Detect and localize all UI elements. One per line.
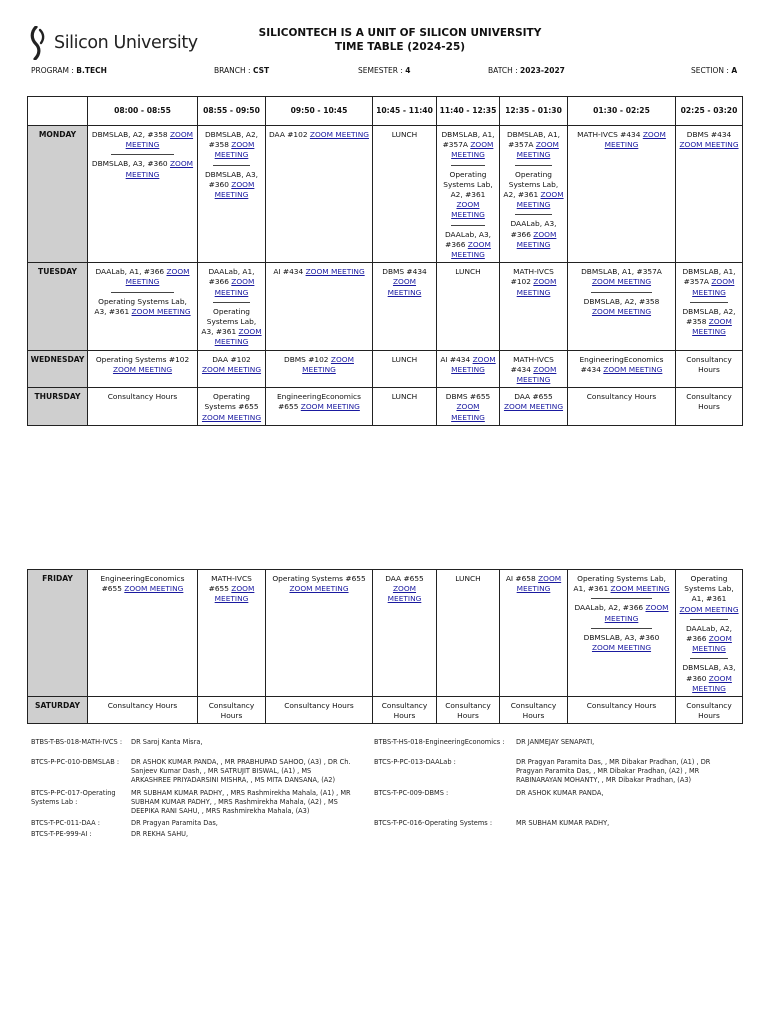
schedule-cell (373, 350, 437, 388)
entry-divider (213, 165, 251, 166)
entry-divider (451, 225, 486, 226)
class-label: LUNCH (391, 130, 418, 139)
class-entry (268, 267, 370, 277)
title-line-2: TIME TABLE (2024-25) (334, 40, 466, 53)
class-label: Operating Systems Lab, A3, #361 (94, 296, 187, 316)
entry-divider (690, 302, 727, 303)
day-label: TUESDAY (28, 263, 88, 350)
schedule-cell (88, 388, 198, 426)
class-label: Consultancy Hours (586, 701, 657, 711)
class-label: AI #658 (505, 574, 536, 583)
course-code: BTCS-P-PC-013-DAALab : (374, 758, 456, 766)
faculty-item (374, 819, 736, 828)
class-entry (200, 701, 263, 721)
class-label: Operating Systems Lab, A2, #361 (503, 169, 559, 200)
zoom-meeting-link[interactable]: ZOOM MEETING (604, 130, 666, 150)
class-label: Operating Systems #655 (204, 392, 259, 412)
faculty-names: DR JANMEJAY SENAPATI, (516, 738, 595, 746)
logo-text: Silicon University (54, 33, 198, 53)
class-entry (439, 392, 497, 423)
class-entry (502, 130, 565, 161)
class-label: MATH-IVCS #655 (208, 574, 252, 594)
program-info: PROGRAM : B.TECH (31, 66, 107, 75)
zoom-meeting-link[interactable]: ZOOM MEETING (451, 402, 485, 422)
zoom-meeting-link[interactable]: ZOOM MEETING (300, 402, 360, 412)
zoom-meeting-link[interactable]: ZOOM MEETING (516, 229, 557, 249)
class-entry (268, 355, 370, 375)
class-entry (439, 170, 497, 221)
semester-info: SEMESTER : 4 (358, 66, 411, 75)
zoom-meeting-link[interactable]: ZOOM MEETING (131, 306, 191, 316)
time-slot-header: 02:25 - 03:20 (676, 97, 743, 126)
entry-divider (515, 165, 553, 166)
class-label: DAA #102 (269, 130, 308, 139)
entry-divider (690, 619, 727, 620)
class-label: DBMSLAB, A2, #358 (682, 306, 736, 327)
schedule-cell (198, 388, 266, 426)
class-label: Consultancy Hours (284, 701, 354, 711)
day-label: THURSDAY (28, 388, 88, 426)
zoom-meeting-link[interactable]: ZOOM MEETING (112, 364, 173, 374)
class-entry (678, 574, 740, 615)
class-label: Consultancy Hours (107, 392, 178, 402)
time-slot-header: 08:55 - 09:50 (198, 97, 266, 126)
class-entry (439, 267, 497, 277)
day-label: MONDAY (28, 126, 88, 263)
class-label: DBMSLAB, A2, #358 (583, 296, 660, 306)
time-slot-header: 01:30 - 02:25 (568, 97, 676, 126)
zoom-meeting-link[interactable]: ZOOM MEETING (679, 140, 739, 150)
zoom-meeting-link[interactable]: ZOOM MEETING (591, 643, 652, 653)
class-entry (570, 267, 673, 287)
schedule-cell (500, 126, 568, 263)
class-entry (375, 574, 434, 605)
zoom-meeting-link[interactable]: ZOOM MEETING (289, 584, 349, 594)
class-entry (375, 355, 434, 365)
class-entry (200, 307, 263, 348)
class-label: DBMS #102 (284, 354, 329, 364)
schedule-cell (88, 263, 198, 350)
faculty-names: DR Pragyan Paramita Das, (131, 819, 218, 827)
class-entry (502, 574, 565, 594)
schedule-cell (568, 263, 676, 350)
schedule-cell (676, 263, 743, 350)
schedule-cell (266, 350, 373, 388)
schedule-cell (266, 570, 373, 697)
zoom-meeting-link[interactable]: ZOOM MEETING (692, 673, 732, 693)
zoom-meeting-link[interactable]: ZOOM MEETING (516, 140, 559, 160)
class-label: Operating Systems Lab, A2, #361 (443, 169, 493, 200)
page-title (180, 27, 620, 54)
class-entry (570, 392, 673, 402)
class-entry (200, 574, 263, 605)
schedule-cell (500, 570, 568, 697)
day-label: FRIDAY (28, 570, 88, 697)
class-entry (90, 701, 195, 711)
class-entry (678, 624, 740, 655)
class-label: Consultancy Hours (445, 701, 491, 721)
class-entry (90, 297, 195, 317)
class-label: DAA #655 (385, 574, 424, 583)
class-label: Consultancy Hours (208, 701, 255, 721)
schedule-cell (373, 126, 437, 263)
zoom-meeting-link[interactable]: ZOOM MEETING (201, 364, 262, 374)
schedule-cell (500, 388, 568, 426)
class-label: MATH-IVCS #102 (510, 267, 554, 287)
zoom-meeting-link[interactable]: ZOOM MEETING (692, 634, 732, 654)
class-entry (570, 297, 673, 317)
faculty-names: DR Saroj Kanta Misra, (131, 738, 203, 746)
day-row-wednesday (28, 350, 743, 388)
schedule-cell (676, 350, 743, 388)
batch-info: BATCH : 2023-2027 (488, 66, 565, 75)
class-label: Consultancy Hours (686, 701, 732, 721)
schedule-cell (198, 570, 266, 697)
faculty-item (374, 789, 736, 798)
day-row-saturday (28, 697, 743, 724)
class-label: Consultancy Hours (686, 354, 732, 374)
zoom-meeting-link[interactable]: ZOOM MEETING (679, 604, 739, 614)
class-label: MATH-IVCS #434 (510, 354, 554, 374)
class-label: DBMS #655 (445, 392, 491, 402)
schedule-cell (437, 126, 500, 263)
schedule-cell (373, 388, 437, 426)
day-row-tuesday (28, 263, 743, 350)
time-slot-header: 09:50 - 10:45 (266, 97, 373, 126)
course-code: BTCS-T-PC-011-DAA : (31, 819, 100, 827)
class-label: LUNCH (455, 574, 481, 583)
zoom-meeting-link[interactable]: ZOOM MEETING (214, 140, 255, 160)
class-label: DBMS #434 (686, 130, 732, 139)
zoom-meeting-link[interactable]: ZOOM MEETING (214, 179, 255, 200)
faculty-item (31, 819, 351, 828)
entry-divider (111, 154, 174, 155)
class-entry (570, 574, 673, 594)
class-label: DBMSLAB, A3, #360 (204, 169, 259, 189)
class-label: AI #434 (440, 354, 471, 364)
zoom-meeting-link[interactable]: ZOOM MEETING (516, 364, 557, 385)
class-entry (570, 701, 673, 711)
class-entry (90, 159, 195, 179)
class-entry (268, 392, 370, 412)
class-entry (268, 701, 370, 711)
schedule-cell (500, 263, 568, 350)
class-entry (200, 392, 263, 423)
schedule-cell (500, 350, 568, 388)
day-row-thursday (28, 388, 743, 426)
time-slot-header: 10:45 - 11:40 (373, 97, 437, 126)
class-entry (439, 230, 497, 261)
schedule-cell (266, 263, 373, 350)
class-label: DBMSLAB, A1, #357A (682, 267, 736, 287)
zoom-meeting-link[interactable]: ZOOM MEETING (125, 159, 194, 179)
class-label: DAALab, A2, #366 (574, 603, 644, 613)
class-label: MATH-IVCS #434 (577, 130, 641, 139)
class-label: DBMSLAB, A1, #357A (581, 267, 662, 277)
time-slot-header-row (28, 97, 743, 126)
schedule-cell (437, 388, 500, 426)
course-code: BTCS-T-PC-016-Operating Systems : (374, 819, 493, 827)
schedule-cell (568, 126, 676, 263)
class-entry (502, 267, 565, 298)
schedule-cell (373, 263, 437, 350)
class-entry (375, 130, 434, 140)
class-entry (439, 701, 497, 721)
class-entry (200, 170, 263, 201)
class-entry (678, 307, 740, 338)
class-entry (678, 701, 740, 721)
schedule-cell (500, 697, 568, 724)
schedule-cell (437, 263, 500, 350)
title-line-1: SILICONTECH IS A UNIT OF SILICON UNIVERSITY (258, 27, 542, 39)
class-entry (90, 267, 195, 287)
class-entry (200, 267, 263, 298)
class-entry (439, 130, 497, 161)
class-label: DBMSLAB, A1, #357A (441, 130, 495, 150)
course-code: BTBS-T-HS-018-EngineeringEconomics : (374, 738, 505, 746)
zoom-meeting-link[interactable]: ZOOM MEETING (516, 277, 557, 297)
class-entry (439, 574, 497, 584)
faculty-item (31, 758, 351, 785)
class-label: Consultancy Hours (107, 701, 178, 711)
class-label: DAALab, A1, #366 (208, 267, 255, 287)
zoom-meeting-link[interactable]: ZOOM MEETING (451, 140, 494, 160)
entry-divider (515, 214, 553, 215)
zoom-meeting-link[interactable]: ZOOM MEETING (214, 277, 255, 297)
schedule-cell (88, 126, 198, 263)
class-label: LUNCH (391, 354, 418, 364)
timetable-week-part2 (27, 569, 743, 724)
class-entry (570, 603, 673, 623)
class-label: DAALab, A2, #366 (685, 623, 733, 644)
schedule-cell (437, 697, 500, 724)
timetable-week-part1 (27, 96, 743, 426)
entry-divider (591, 598, 653, 599)
faculty-names: DR REKHA SAHU, (131, 830, 189, 838)
zoom-meeting-link[interactable]: ZOOM MEETING (124, 584, 184, 594)
class-label: EngineeringEconomics #655 (100, 574, 185, 594)
faculty-item (31, 830, 351, 839)
zoom-meeting-link[interactable]: ZOOM MEETING (451, 200, 485, 220)
course-code: BTCS-T-PC-009-DBMS : (374, 789, 449, 797)
schedule-cell (676, 570, 743, 697)
zoom-meeting-link[interactable]: ZOOM MEETING (387, 584, 422, 604)
time-slot-header: 12:35 - 01:30 (500, 97, 568, 126)
class-entry (502, 170, 565, 211)
class-entry (90, 355, 195, 375)
schedule-cell (266, 126, 373, 263)
zoom-meeting-link[interactable]: ZOOM MEETING (387, 277, 422, 297)
faculty-names: DR Pragyan Paramita Das, , MR Dibakar Pradhan, (A1) , DR Pragyan Paramita Das, , MR Dibakar Pradhan, (A2) , MR RABINARAYAN MOHANTY, , MR Dibakar Pradhan, (A3) (516, 758, 711, 784)
schedule-cell (373, 697, 437, 724)
zoom-meeting-link[interactable]: ZOOM MEETING (125, 130, 194, 150)
class-entry (90, 574, 195, 594)
schedule-cell (198, 350, 266, 388)
class-entry (502, 392, 565, 412)
section-info: SECTION : A (691, 66, 738, 75)
class-entry (502, 701, 565, 721)
class-label: DBMSLAB, A3, #360 (91, 159, 168, 169)
time-slot-header: 11:40 - 12:35 (437, 97, 500, 126)
course-code: BTCS-T-PE-999-AI : (31, 830, 92, 838)
class-label: Operating Systems Lab, A1, #361 (684, 574, 734, 604)
header-corner (28, 97, 88, 126)
class-label: EngineeringEconomics #434 (579, 354, 664, 374)
schedule-cell (266, 697, 373, 724)
class-label: Operating Systems #102 (95, 354, 190, 364)
schedule-cell (266, 388, 373, 426)
schedule-cell (568, 388, 676, 426)
schedule-cell (676, 388, 743, 426)
schedule-cell (88, 697, 198, 724)
zoom-meeting-link[interactable]: ZOOM MEETING (591, 306, 652, 316)
zoom-meeting-link[interactable]: ZOOM MEETING (610, 584, 670, 594)
class-label: DBMSLAB, A2, #358 (91, 130, 168, 139)
schedule-cell (198, 697, 266, 724)
schedule-cell (437, 570, 500, 697)
schedule-cell (568, 570, 676, 697)
entry-divider (591, 292, 653, 293)
zoom-meeting-link[interactable]: ZOOM MEETING (302, 354, 354, 374)
class-entry (570, 355, 673, 375)
entry-divider (111, 292, 174, 293)
class-label: DBMS #434 (382, 267, 427, 277)
faculty-names: MR SUBHAM KUMAR PADHY, (516, 819, 610, 827)
day-label: WEDNESDAY (28, 350, 88, 388)
class-entry (678, 130, 740, 150)
class-entry (90, 130, 195, 150)
faculty-item (31, 789, 351, 816)
zoom-meeting-link[interactable]: ZOOM MEETING (305, 267, 365, 277)
class-entry (439, 355, 497, 375)
faculty-item (374, 738, 736, 747)
class-label: Consultancy Hours (586, 392, 657, 402)
entry-divider (451, 165, 486, 166)
class-entry (375, 701, 434, 721)
class-entry (375, 267, 434, 298)
class-entry (678, 267, 740, 298)
day-row-monday (28, 126, 743, 263)
schedule-cell (88, 350, 198, 388)
course-code: BTCS-P-PC-010-DBMSLAB : (31, 758, 120, 766)
class-label: DAALab, A1, #366 (95, 267, 165, 277)
faculty-names: DR ASHOK KUMAR PANDA, (516, 789, 604, 797)
class-label: Operating Systems Lab, A1, #361 (573, 574, 666, 594)
class-label: DAALab, A3, #366 (444, 229, 492, 249)
schedule-cell (373, 570, 437, 697)
schedule-cell (676, 697, 743, 724)
course-code: BTBS-T-BS-018-MATH-IVCS : (31, 738, 123, 746)
class-label: AI #434 (273, 267, 304, 277)
time-slot-header: 08:00 - 08:55 (88, 97, 198, 126)
schedule-cell (198, 263, 266, 350)
zoom-meeting-link[interactable]: ZOOM MEETING (214, 584, 255, 604)
course-code: BTCS-P-PC-017-Operating Systems Lab : (31, 789, 116, 806)
faculty-names: DR ASHOK KUMAR PANDA, , MR PRABHUPAD SAHOO, (A3) , DR Ch. Sanjeev Kumar Dash, , MR SATRUJIT BISWAL, (A1) , MS ARKASHREE PRIYADARSINI MISHRA, , MS MITA DANSANA, (A2) (131, 758, 351, 784)
class-label: DBMSLAB, A3, #360 (583, 632, 660, 642)
day-row-friday (28, 570, 743, 697)
class-entry (268, 130, 370, 140)
entry-divider (690, 658, 727, 659)
silicon-university-logo (30, 26, 198, 60)
branch-info: BRANCH : CST (214, 66, 270, 75)
class-label: Operating Systems Lab, A3, #361 (201, 306, 257, 337)
schedule-cell (437, 350, 500, 388)
class-label: DAALab, A3, #366 (510, 219, 557, 239)
zoom-meeting-link[interactable]: ZOOM MEETING (451, 354, 496, 374)
zoom-meeting-link[interactable]: ZOOM MEETING (214, 327, 262, 347)
class-entry (502, 355, 565, 386)
zoom-meeting-link[interactable]: ZOOM MEETING (604, 603, 669, 623)
class-entry (678, 663, 740, 694)
faculty-names: MR SUBHAM KUMAR PADHY, , MRS Rashmirekha Mahala, (A1) , MR SUBHAM KUMAR PADHY, , MRS Rashmirekha Mahala, (A2) , MS DEEPIKA RANI SAHU, , MRS Rashmirekha Mahala, (A3) (131, 789, 351, 815)
class-label: LUNCH (455, 267, 481, 277)
schedule-cell (88, 570, 198, 697)
class-entry (570, 130, 673, 150)
entry-divider (591, 628, 653, 629)
zoom-meeting-link[interactable]: ZOOM MEETING (516, 574, 562, 594)
class-entry (200, 355, 263, 375)
schedule-cell (568, 350, 676, 388)
class-entry (678, 355, 740, 375)
zoom-meeting-link[interactable]: ZOOM MEETING (309, 130, 369, 139)
class-label: EngineeringEconomics #655 (277, 392, 361, 412)
class-entry (268, 574, 370, 594)
schedule-cell (568, 697, 676, 724)
class-entry (200, 130, 263, 161)
class-entry (90, 392, 195, 402)
class-label: DBMSLAB, A2, #358 (204, 130, 259, 150)
zoom-meeting-link[interactable]: ZOOM MEETING (451, 239, 491, 260)
zoom-meeting-link[interactable]: ZOOM MEETING (692, 277, 735, 297)
zoom-meeting-link[interactable]: ZOOM MEETING (603, 364, 663, 374)
class-entry (375, 392, 434, 402)
zoom-meeting-link[interactable]: ZOOM MEETING (692, 317, 732, 337)
zoom-meeting-link[interactable]: ZOOM MEETING (201, 412, 262, 422)
class-label: DBMSLAB, A3, #360 (682, 663, 736, 683)
class-entry (678, 392, 740, 412)
schedule-cell (198, 126, 266, 263)
class-label: DAA #655 (514, 392, 553, 402)
zoom-meeting-link[interactable]: ZOOM MEETING (591, 277, 652, 287)
faculty-item (31, 738, 351, 747)
class-label: LUNCH (391, 392, 418, 402)
day-label: SATURDAY (28, 697, 88, 724)
zoom-meeting-link[interactable]: ZOOM MEETING (503, 402, 564, 412)
class-label: Operating Systems #655 (272, 574, 366, 583)
logo-mark-icon (30, 26, 48, 60)
class-label: Consultancy Hours (381, 701, 428, 721)
class-label: DAA #102 (212, 354, 251, 364)
class-entry (570, 633, 673, 653)
zoom-meeting-link[interactable]: ZOOM MEETING (516, 190, 564, 210)
class-entry (502, 219, 565, 250)
class-label: Consultancy Hours (510, 701, 557, 721)
schedule-cell (676, 126, 743, 263)
entry-divider (213, 302, 251, 303)
zoom-meeting-link[interactable]: ZOOM MEETING (125, 267, 190, 287)
class-label: DBMSLAB, A1, #357A (506, 130, 561, 150)
class-label: Consultancy Hours (686, 392, 732, 412)
faculty-item (374, 758, 736, 785)
